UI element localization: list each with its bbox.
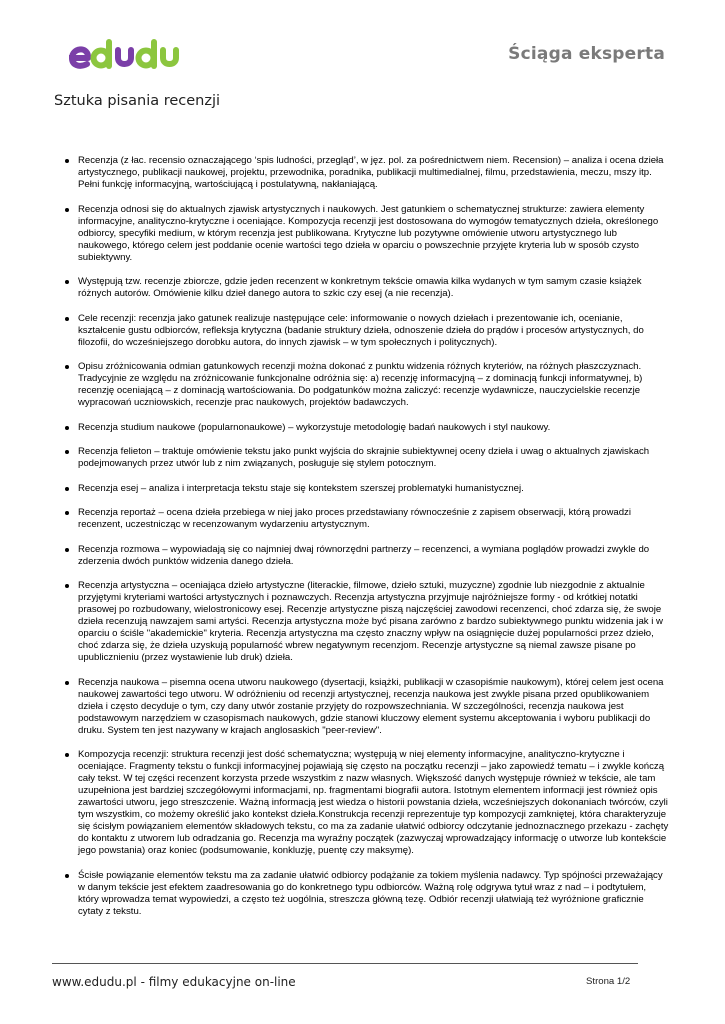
list-item: Opisu zróżnicowania odmian gatunkowych recenzji można dokonać z punktu widzenia różnych kryteriów, na różnych płaszczyznach. Tradycyjnie ze względu na zróżnicowanie funkcjonalne odróżnia się: a) recenzję informacyjną – z dominacją funkcji informatywnej, b) recenzję oceniającą – z dominacją wartościowania. Do podgatunków można zaliczyć: recenzje wydawnicze, nauczycielskie recenzje wypracowań uczniowskich, recenzje prac naukowych, projektów badawczych. — [64, 361, 669, 409]
brand-tagline: Ściąga eksperta — [508, 44, 665, 64]
list-item: Recenzja esej – analiza i interpretacja tekstu staje się kontekstem szerszej problematyki humanistycznej. — [64, 483, 669, 495]
list-item: Kompozycja recenzji: struktura recenzji jest dość schematyczna; występują w niej elementy informacyjne, analityczno-krytyczne i oceniające. Fragmenty tekstu o funkcji informacyjnej pojawiają się często na początku recenzji – jako zapowiedź tematu – i zwykle kończą cały tekst. W tej części recenzent korzysta przede wszystkim z nazw własnych. Większość danych występuje również w tekście, ale tam uzupełniona jest bardziej szczegółowymi informacjami, np. fragmentami biografii autora. Istotnym elementem informacji jest również opis zawartości utworu, jego streszczenie. Ważną informacją jest wiedza o historii powstania dzieła, wcześniejszych dokonaniach twórców, czyli tym wszystkim, co możemy określić jako kontekst dzieła.Konstrukcja recenzji reprezentuje typ kompozycji zamkniętej, która charakteryzuje się ścisłym powiązaniem elementów składowych tekstu, co ma za zadanie ułatwić odbiorcy odczytanie jednoznacznego przekazu - zachęty do kontaktu z utworem lub odradzania go. Recenzja ma wyraźny początek (zazwyczaj wprowadzający informację o utworze lub kontekście jego powstania) oraz koniec (podsumowanie, konkluzję, puentę czy maksymę). — [64, 749, 669, 857]
content-list — [64, 155, 669, 930]
footer-divider — [52, 963, 638, 964]
list-item: Recenzja naukowa – pisemna ocena utworu naukowego (dysertacji, książki, publikacji w czasopiśmie naukowym), której celem jest ocena naukowej zawartości tego utworu. W odróżnieniu od recenzji artystycznej, recenzja naukowa jest zwykle pisana przed opublikowaniem dzieła i często decyduje o tym, czy dany utwór zostanie przyjęty do rozpowszechniania. W szczególności, recenzja naukowa jest podstawowym narzędziem w czasopismach naukowych, gdzie stanowi kluczowy element systemu akceptowania i wyboru publikacji do druku. System ten jest nazywany w krajach anglosaskich "peer-review". — [64, 677, 669, 737]
list-item: Recenzja studium naukowe (popularnonaukowe) – wykorzystuje metodologię badań naukowych i styl naukowy. — [64, 422, 669, 434]
list-item: Recenzja artystyczna – oceniająca dzieło artystyczne (literackie, filmowe, dzieło sztuki, muzyczne) zgodnie lub niezgodnie z aktualnie przyjętymi kryteriami wartości artystycznych i poznawczych. Recenzja artystyczna przyjmuje najróżniejsze formy - od krótkiej notatki prasowej po rozbudowany, wielostronicowy esej. Recenzje artystyczne piszą najczęściej zawodowi recenzenci, choć zdarza się, że swoje dzieła recenzują nawzajem sami artyści. Recenzja artystyczna może być pisana zarówno z bardzo subiektywnego punktu widzenia jak i w oparciu o ściśle "akademickie" kryteria. Recenzja artystyczna ma często znaczny wpływ na osiągnięcie dużej popularności przez dzieło, choć zdarza się, że dzieła uzyskują popularność wbrew negatywnym recenzjom. Recenzje artystyczne są niemal zawsze pisane po upublicznieniu (przez wystawienie lub druk) dzieła. — [64, 580, 669, 664]
list-item: Cele recenzji: recenzja jako gatunek realizuje następujące cele: informowanie o nowych dziełach i prezentowanie ich, ocenianie, kształcenie gustu odbiorców, refleksja krytyczna (badanie struktury dzieła, odnoszenie dzieła do prądów i procesów artystycznych, do filozofii, do wcześniejszego dorobku autora, do innych zjawisk – w tym społecznych i politycznych). — [64, 313, 669, 349]
list-item: Występują tzw. recenzje zbiorcze, gdzie jeden recenzent w konkretnym tekście omawia kilka wydanych w tym samym czasie książek różnych autorów. Omówienie kilku dzieł danego autora to szkic czy esej (a nie recenzja). — [64, 276, 669, 300]
footer-page-number: Strona 1/2 — [586, 976, 631, 987]
list-item: Ścisłe powiązanie elementów tekstu ma za zadanie ułatwić odbiorcy podążanie za tokiem myślenia nadawcy. Typ spójności przeważający w danym tekście jest efektem zaadresowania go do konkretnego typu odbiorców. Ważną rolę odgrywa tytuł wraz z nad – i podtytułem, który wprowadza temat wypowiedzi, a często też uogólnia, streszcza główną tezę. Odbiór recenzji ułatwiają też wyróżnione graficznie cytaty z tekstu. — [64, 870, 669, 918]
edudu-logo-mark — [68, 30, 183, 76]
page-title: Sztuka pisania recenzji — [54, 93, 221, 109]
list-item: Recenzja reportaż – ocena dzieła przebiega w niej jako proces przedstawiany równocześnie z zapisem obserwacji, którą prowadzi recenzent, uczestnicząc w recenzowanym wydarzeniu artystycznym. — [64, 507, 669, 531]
edudu-logo[interactable] — [68, 30, 183, 76]
list-item: Recenzja rozmowa – wypowiadają się co najmniej dwaj równorzędni partnerzy – recenzenci, a wymiana poglądów prowadzi zwykle do zderzenia dwóch punktów widzenia danego dzieła. — [64, 544, 669, 568]
list-item: Recenzja felieton – traktuje omówienie tekstu jako punkt wyjścia do skrajnie subiektywnej oceny dzieła i uwag o aktualnych zjawiskach podejmowanych przez utwór lub z nim związanych, posługuje się stylem potocznym. — [64, 446, 669, 470]
list-item: Recenzja (z łac. recensio oznaczającego ‘spis ludności, przegląd’, w jęz. pol. za pośrednictwem niem. Recension) – analiza i ocena dzieła artystycznego, publikacji naukowej, projektu, przewodnika, poradnika, publikacji multimedialnej, filmu, przedstawienia, meczu, mszy itp. Pełni funkcję informacyjną, wartościującą i postulatywną, nakłaniającą. — [64, 155, 669, 191]
list-item: Recenzja odnosi się do aktualnych zjawisk artystycznych i naukowych. Jest gatunkiem o schematycznej strukturze: zawiera elementy informacyjne, analityczno-krytyczne i oceniające. Kompozycja recenzji jest dostosowana do wymogów tematycznych dzieła, określonego odbiorcy, specyfiki medium, w którym recenzja jest publikowana. Krytyczne lub pozytywne omówienie utworu artystycznego lub naukowego, którego celem jest poddanie ocenie wartości tego dzieła w oparciu o powszechnie przyjęte kryteria lub w sposób czysto subiektywny. — [64, 204, 669, 264]
footer-site-link[interactable]: www.edudu.pl - filmy edukacyjne on-line — [52, 975, 296, 989]
